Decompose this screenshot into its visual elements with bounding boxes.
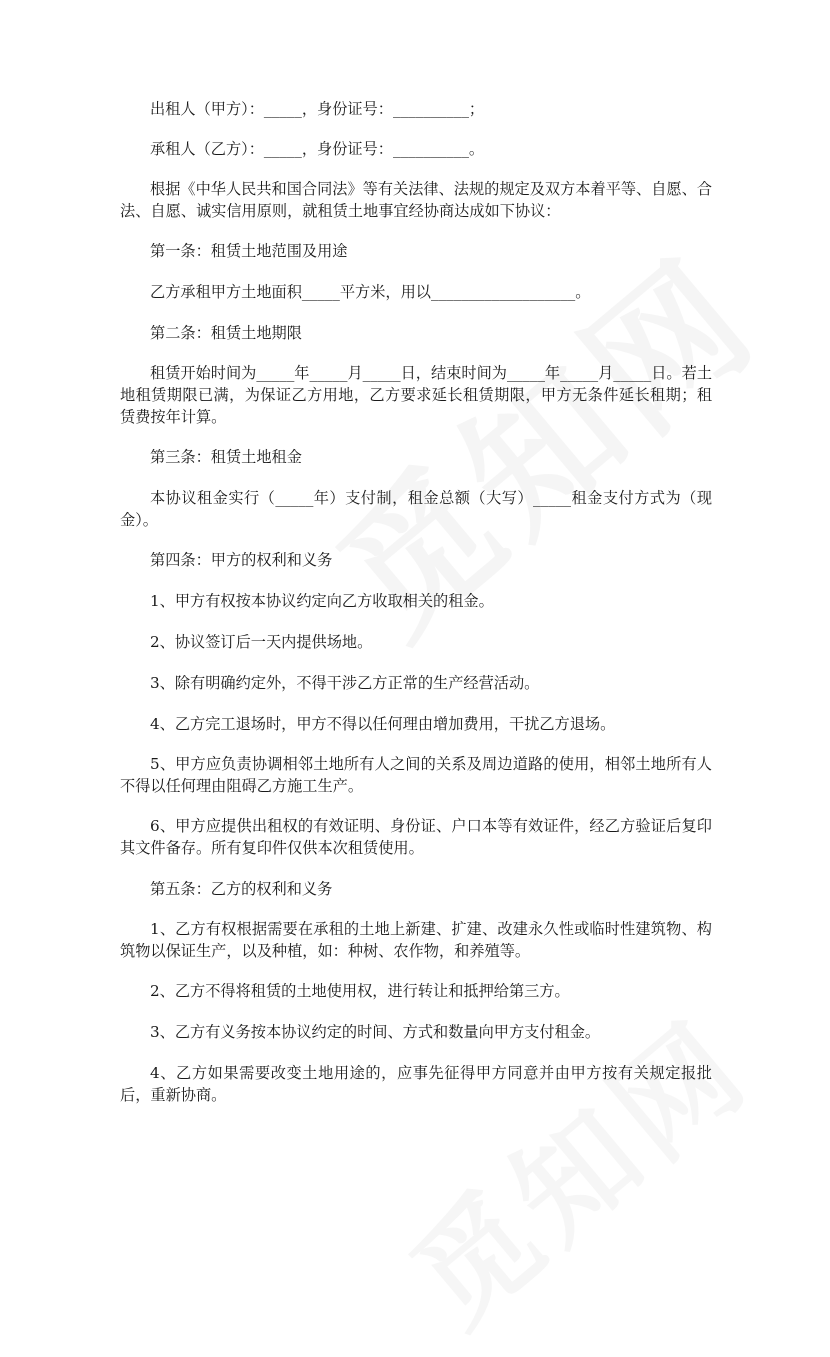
article-4-item-1: 1、甲方有权按本协议约定向乙方收取相关的租金。: [150, 592, 494, 610]
article-1-heading: 第一条：租赁土地范围及用途: [150, 242, 348, 260]
article-5-item-2: 2、乙方不得将租赁的土地使用权，进行转让和抵押给第三方。: [150, 982, 570, 1000]
article-4-item-3: 3、除有明确约定外，不得干涉乙方正常的生产经营活动。: [150, 674, 540, 692]
article-1-text: 乙方承租甲方土地面积_____平方米，用以___________________。: [150, 283, 591, 301]
article-5-item-4: 4、乙方如果需要改变土地用途的，应事先征得甲方同意并由甲方按有关规定报批后，重新协商。: [120, 1064, 712, 1104]
article-2-text: 租赁开始时间为_____年_____月_____日，结束时间为_____年_____月_____日。若土地租赁期限已满，为保证乙方用地，乙方要求延长租赁期限，甲方无条件延长租期；租赁费按年计算。: [120, 364, 712, 426]
article-4-item-4: 4、乙方完工退场时，甲方不得以任何理由增加费用，干扰乙方退场。: [150, 715, 616, 733]
article-4-heading: 第四条：甲方的权利和义务: [150, 551, 333, 569]
article-3-heading: 第三条：租赁土地租金: [150, 448, 302, 466]
article-4-item-6: 6、甲方应提供出租权的有效证明、身份证、户口本等有效证件，经乙方验证后复印其文件备存。所有复印件仅供本次租赁使用。: [120, 817, 712, 857]
article-5-heading: 第五条：乙方的权利和义务: [150, 880, 333, 898]
article-5-item-3: 3、乙方有义务按本协议约定的时间、方式和数量向甲方支付租金。: [150, 1023, 601, 1041]
lessor-line: 出租人（甲方）：_____，身份证号：__________；: [150, 100, 485, 118]
article-5-item-1: 1、乙方有权根据需要在承租的土地上新建、扩建、改建永久性或临时性建筑物、构筑物以保证生产，以及种植，如：种树、农作物，和养殖等。: [120, 920, 712, 960]
document-body: [120, 98, 712, 1106]
article-3-text: 本协议租金实行（_____年）支付制，租金总额（大写）_____租金支付方式为（现金）。: [120, 489, 712, 529]
lessee-line: 承租人（乙方）：_____，身份证号：__________。: [150, 140, 485, 158]
article-4-item-2: 2、协议签订后一天内提供场地。: [150, 633, 373, 651]
article-2-heading: 第二条：租赁土地期限: [150, 324, 302, 342]
article-4-item-5: 5、甲方应负责协调相邻土地所有人之间的关系及周边道路的使用，相邻土地所有人不得以任何理由阻碍乙方施工生产。: [120, 755, 712, 795]
preamble-paragraph: 根据《中华人民共和国合同法》等有关法律、法规的规定及双方本着平等、自愿、合法、自愿、诚实信用原则，就租赁土地事宜经协商达成如下协议：: [120, 180, 712, 220]
